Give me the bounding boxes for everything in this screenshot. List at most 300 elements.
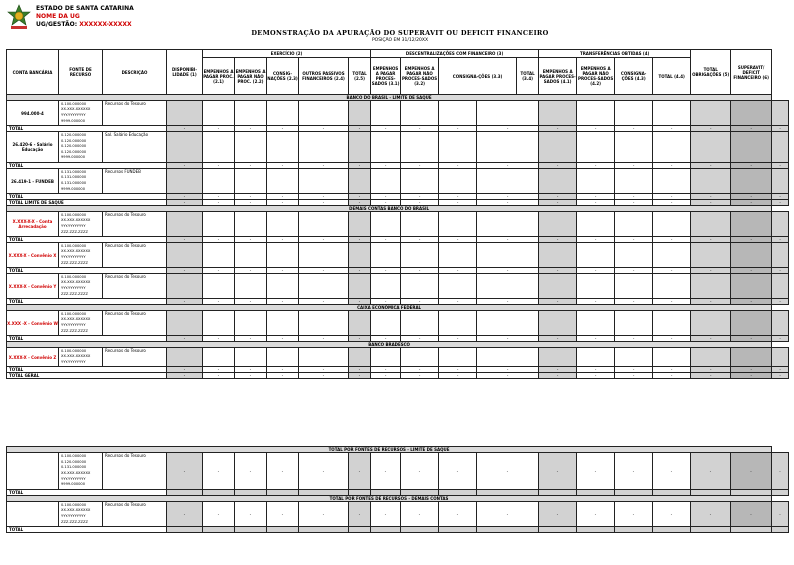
value-cell: - [772,299,789,305]
value-cell: - [477,268,539,274]
table-row [7,502,789,527]
value-cell: - [539,367,577,373]
value-cell [731,169,772,194]
value-cell: - [691,299,731,305]
value-cell: - [731,336,772,342]
value-cell: - [267,237,299,243]
value-cell: - [615,126,653,132]
value-cell: - [267,367,299,373]
value-cell: - [539,163,577,169]
value-cell: - [167,373,203,379]
summary-title: TOTAL POR FONTES DE RECURSOS - LIMITE DE SAQUE [7,447,772,453]
fonte-code: 0.131.000000 [61,181,87,185]
descricao: Recursos do Tesouro [103,348,167,367]
value-cell [167,169,203,194]
value-cell [772,169,789,194]
value-cell: - [439,453,477,490]
value-cell [203,348,235,367]
value-cell [235,348,267,367]
value-cell: - [731,502,772,527]
fonte-code: XX.XXX.XXXXXX [61,218,91,223]
value-cell: - [539,268,577,274]
total-label: TOTAL [7,237,167,243]
value-cell [615,101,653,126]
value-cell: - [577,453,615,490]
value-cell [371,527,401,533]
value-cell: - [167,453,203,490]
fonte-list [59,502,103,527]
value-cell [401,311,439,336]
value-cell: - [349,367,371,373]
total-label: TOTAL [7,367,167,373]
col-d-cons: CONSIGNA-ÇÕES (3.3) [439,58,517,95]
value-cell [731,243,772,268]
conta-bancaria: 26.419-1 - FUNDEB [7,169,59,194]
value-cell: - [401,194,439,200]
value-cell: - [477,200,539,206]
value-cell: - [772,373,789,379]
conta-bancaria [7,453,59,490]
fonte-code: 0.100.000000 [61,243,87,248]
fonte-code: 0.120.000000 [61,459,87,464]
value-cell [477,527,539,533]
value-cell: - [539,373,577,379]
value-cell [267,527,299,533]
value-cell [167,527,203,533]
value-cell: - [349,126,371,132]
descricao: Recursos FUNDEB [103,169,167,194]
fonte-code: 0.100.000000 [61,101,87,106]
section-title: CAIXA ECONÔMICA FEDERAL [7,305,772,311]
value-cell [772,348,789,367]
fonte-code: 0.100.000000 [61,502,87,507]
value-cell: - [371,237,401,243]
value-cell: - [167,502,203,527]
fonte-code: ZZZ.ZZZ.ZZZZ [61,260,88,265]
value-cell: - [691,367,731,373]
col-t-cons: CONSIGNA-ÇÕES (4.3) [615,58,653,95]
value-cell: - [203,299,235,305]
value-cell [267,348,299,367]
value-cell: - [299,268,349,274]
value-cell [299,101,349,126]
value-cell [167,348,203,367]
value-cell: - [577,502,615,527]
value-cell: - [691,237,731,243]
value-cell [691,527,731,533]
value-cell [539,348,577,367]
fonte-code: XX.XXX.XXXXXX [61,354,91,359]
value-cell: - [477,163,539,169]
value-cell: - [772,163,789,169]
value-cell: - [653,194,691,200]
section-title: BANCO DO BRASIL - LIMITE DE SAQUE [7,95,772,101]
conta-bancaria: 994.000-4 [7,101,59,126]
value-cell [615,132,653,163]
value-cell [203,101,235,126]
value-cell: - [235,299,267,305]
value-cell: - [577,126,615,132]
value-cell: - [539,502,577,527]
total-label: TOTAL [7,299,167,305]
value-cell: - [167,126,203,132]
fonte-code: XX.XXX.XXXXXX [61,508,91,513]
col-total-obrigacoes: TOTAL OBRIGAÇÕES (5) [691,50,731,95]
value-cell: - [539,237,577,243]
value-cell: - [653,373,691,379]
col-t-total: TOTAL (4.4) [653,58,691,95]
value-cell: - [203,200,235,206]
value-cell [235,243,267,268]
value-cell: - [349,194,371,200]
descricao: Recursos do Tesouro [103,274,167,299]
value-cell: - [691,453,731,490]
value-cell: - [267,268,299,274]
value-cell [477,348,539,367]
value-cell: - [235,373,267,379]
value-cell: - [267,502,299,527]
value-cell: - [577,367,615,373]
value-cell: - [577,163,615,169]
value-cell [203,311,235,336]
value-cell: - [371,502,401,527]
col-superavit: SUPERAVIT/ DEFICIT FINANCEIRO (6) [731,50,772,95]
value-cell: - [772,200,789,206]
fonte-list [59,311,103,336]
value-cell [203,243,235,268]
value-cell: - [691,194,731,200]
value-cell: - [615,502,653,527]
col-t-nproc: EMPENHOS A PAGAR NÃO PROCES-SADOS (4.2) [577,58,615,95]
value-cell [439,169,477,194]
fonte-code: 0.131.000000 [61,175,87,180]
value-cell: - [439,163,477,169]
value-cell: - [653,163,691,169]
value-cell: - [539,126,577,132]
value-cell: - [477,502,539,527]
value-cell: - [401,502,439,527]
value-cell [267,169,299,194]
value-cell [731,101,772,126]
fonte-code: ZZZ.ZZZ.ZZZZ [61,229,88,234]
fonte-code: XX.XXX.XXXXXX [61,317,91,322]
value-cell: - [401,126,439,132]
section-title: BANCO BRADESCO [7,342,772,348]
value-cell: - [401,237,439,243]
value-cell: - [439,299,477,305]
table-row [7,243,789,268]
value-cell [203,169,235,194]
value-cell [615,274,653,299]
value-cell: - [477,299,539,305]
value-cell: - [299,237,349,243]
value-cell [691,243,731,268]
value-cell: - [731,163,772,169]
value-cell [577,527,615,533]
value-cell: - [731,237,772,243]
value-cell: - [772,336,789,342]
value-cell: - [439,336,477,342]
value-cell: - [577,194,615,200]
value-cell: - [401,453,439,490]
value-cell: - [691,126,731,132]
value-cell: - [477,194,539,200]
value-cell: - [615,299,653,305]
value-cell [349,274,371,299]
summary-table [6,446,789,533]
descricao: Sal. Salário Educação [103,132,167,163]
value-cell: - [299,453,349,490]
value-cell [477,212,539,237]
value-cell [772,101,789,126]
value-cell: - [371,367,401,373]
value-cell [691,169,731,194]
value-cell: - [439,200,477,206]
value-cell [167,311,203,336]
value-cell: - [267,299,299,305]
value-cell [477,311,539,336]
value-cell: - [772,194,789,200]
value-cell: - [235,200,267,206]
value-cell: - [615,200,653,206]
total-label: TOTAL [7,194,167,200]
value-cell: - [477,237,539,243]
col-e-outros: OUTROS PASSIVOS FINANCEIROS (2.4) [299,58,349,95]
conta-bancaria: X.XXX-X - Convênio Z [7,348,59,367]
value-cell [299,243,349,268]
fonte-code: 0.100.000000 [61,274,87,279]
value-cell [539,212,577,237]
descricao: Recursos do Tesouro [103,243,167,268]
value-cell [477,243,539,268]
value-cell: - [299,299,349,305]
fonte-list [59,348,103,367]
value-cell: - [577,373,615,379]
fonte-code: XX.XXX.XXXXXX [61,107,91,112]
value-cell: - [439,237,477,243]
fonte-code: 0.131.000000 [61,169,87,174]
value-cell [439,101,477,126]
report-title: DEMONSTRAÇÃO DA APURAÇÃO DO SUPERAVIT OU DEFICIT FINANCEIRO [251,29,549,37]
value-cell: - [477,453,539,490]
value-cell: - [299,373,349,379]
value-cell [653,243,691,268]
value-cell: - [772,502,789,527]
conta-bancaria: X.XXX-X - Convênio Y [7,274,59,299]
value-cell: - [615,336,653,342]
value-cell [691,132,731,163]
table-row [7,453,789,490]
value-cell: - [477,367,539,373]
total-geral-row [7,373,789,379]
value-cell [349,101,371,126]
value-cell: - [615,194,653,200]
value-cell [439,527,477,533]
section-title: DEMAIS CONTAS BANCO DO BRASIL [7,206,772,212]
value-cell: - [235,502,267,527]
value-cell [267,274,299,299]
value-cell: - [349,502,371,527]
value-cell [653,311,691,336]
value-cell: - [235,194,267,200]
value-cell [299,311,349,336]
value-cell [439,243,477,268]
value-cell [577,132,615,163]
value-cell [167,243,203,268]
value-cell [577,243,615,268]
value-cell: - [203,502,235,527]
value-cell: - [371,200,401,206]
table-row [7,212,789,237]
value-cell [299,132,349,163]
value-cell [772,527,789,533]
value-cell: - [653,502,691,527]
value-cell [653,169,691,194]
fonte-code: XX.XXX.XXXXXX [61,249,91,254]
value-cell [615,527,653,533]
value-cell [615,311,653,336]
value-cell: - [371,336,401,342]
value-cell [539,243,577,268]
value-cell: - [371,163,401,169]
fonte-code: 0.120.000000 [61,144,87,149]
fonte-code: YYY.YYYYYYYY [61,286,86,290]
value-cell [477,274,539,299]
col-e-cons: CONSIG-NAÇÕES (2.3) [267,58,299,95]
value-cell [731,311,772,336]
value-cell [267,101,299,126]
value-cell [653,527,691,533]
conta-bancaria [7,502,59,527]
value-cell: - [349,299,371,305]
value-cell: - [371,194,401,200]
value-cell: - [203,453,235,490]
value-cell [167,132,203,163]
value-cell: - [539,453,577,490]
value-cell: - [401,163,439,169]
value-cell [299,348,349,367]
value-cell [167,274,203,299]
descricao: Recursos do Tesouro [103,212,167,237]
ug-name: NOME DA UG [36,13,80,20]
fonte-code: ZZZ.ZZZ.ZZZZ [61,328,88,333]
value-cell [615,348,653,367]
value-cell [371,274,401,299]
value-cell: - [401,367,439,373]
value-cell [401,274,439,299]
value-cell [349,527,371,533]
value-cell: - [267,336,299,342]
value-cell [731,274,772,299]
value-cell: - [539,194,577,200]
fonte-code: YYY.YYYYYYYY [61,255,86,259]
descricao: Recursos do Tesouro [103,101,167,126]
value-cell [401,169,439,194]
value-cell: - [203,194,235,200]
value-cell [691,311,731,336]
value-cell [691,101,731,126]
fonte-code: YYY.YYYYYYYY [61,476,86,481]
total-label: TOTAL LIMITE DE SAQUE [7,200,167,206]
group-exercicio: EXERCÍCIO (2) [203,50,371,58]
value-cell: - [203,126,235,132]
value-cell: - [731,194,772,200]
value-cell: - [615,373,653,379]
value-cell: - [653,126,691,132]
fonte-code: YYY.YYYYYYYY [61,514,86,518]
conta-bancaria: X.XXX-X-X - Conta Arrecadação [7,212,59,237]
value-cell: - [203,163,235,169]
value-cell [439,274,477,299]
value-cell: - [691,200,731,206]
value-cell: - [477,373,539,379]
col-t-proc: EMPENHOS A PAGAR PROCES-SADOS (4.1) [539,58,577,95]
fonte-code: 9999.000000 [61,186,86,191]
col-descricao: DESCRIÇÃO [103,50,167,95]
value-cell [539,169,577,194]
value-cell [539,311,577,336]
value-cell [401,212,439,237]
value-cell [203,274,235,299]
value-cell [401,243,439,268]
value-cell: - [167,237,203,243]
state-name: ESTADO DE SANTA CATARINA [36,5,134,12]
value-cell [772,212,789,237]
value-cell: - [203,336,235,342]
value-cell [299,212,349,237]
value-cell: - [349,373,371,379]
value-cell [691,274,731,299]
value-cell: - [203,373,235,379]
value-cell [477,132,539,163]
fonte-code: YYY.YYYYYYYY [61,113,86,117]
value-cell: - [235,336,267,342]
value-cell: - [267,453,299,490]
fonte-code: 0.100.000000 [61,454,87,459]
value-cell [577,311,615,336]
value-cell: - [653,336,691,342]
value-cell: - [772,268,789,274]
table-row [7,132,789,163]
table-row [7,311,789,336]
value-cell [653,274,691,299]
total-label: TOTAL [7,490,167,496]
value-cell [691,348,731,367]
col-d-nproc: EMPENHOS A PAGAR NÃO PROCES-SADOS (3.2) [401,58,439,95]
col-conta-bancaria: CONTA BANCÁRIA [7,50,59,95]
value-cell: - [299,126,349,132]
value-cell [401,101,439,126]
value-cell [439,212,477,237]
value-cell [203,132,235,163]
value-cell: - [167,163,203,169]
fonte-code: 0.100.000000 [61,212,87,217]
value-cell [267,243,299,268]
fonte-list [59,243,103,268]
fonte-code: 0.100.000000 [61,311,87,316]
fonte-code: ZZZ.ZZZ.ZZZZ [61,519,88,524]
value-cell: - [267,194,299,200]
value-cell: - [731,373,772,379]
fonte-list [59,274,103,299]
value-cell [371,348,401,367]
fonte-code: XX.XXX.XXXXXX [61,280,91,285]
total-label: TOTAL [7,336,167,342]
value-cell: - [653,453,691,490]
fonte-code: XX.XXX.XXXXXX [61,471,91,475]
conta-bancaria: 26.420-6 - Salário Educação [7,132,59,163]
total-label: TOTAL [7,163,167,169]
